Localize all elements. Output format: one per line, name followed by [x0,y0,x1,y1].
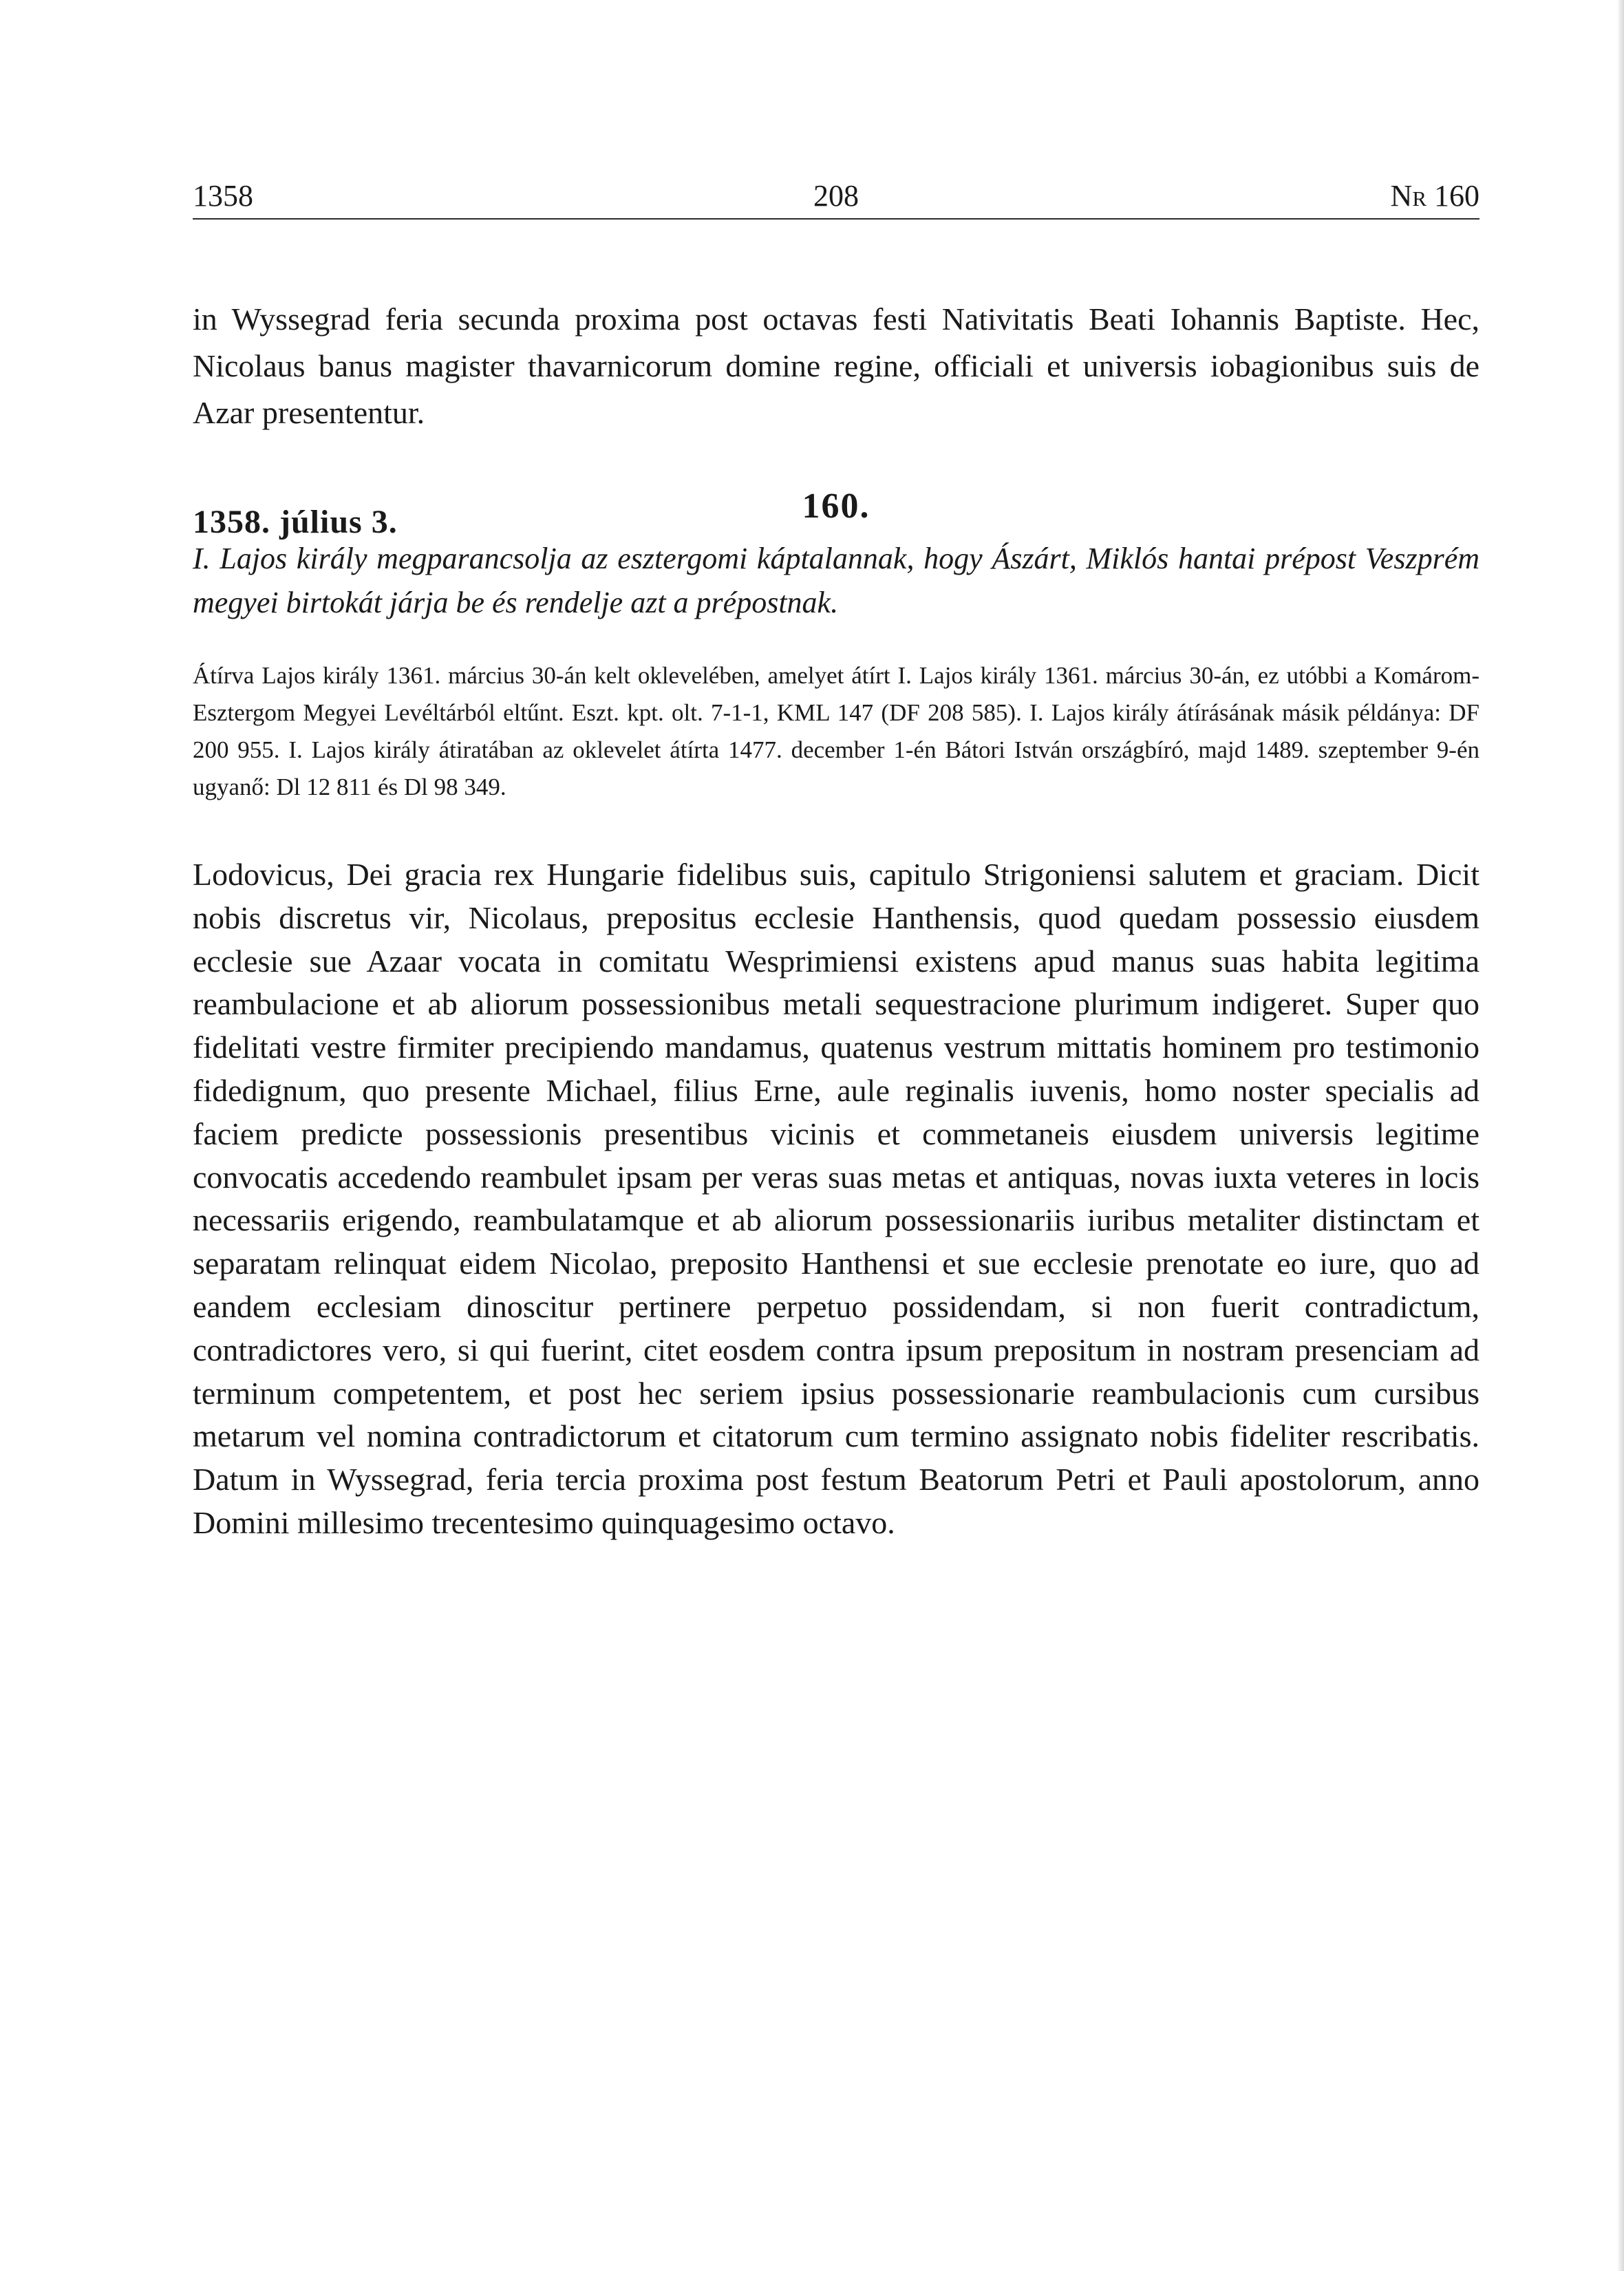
document-summary: I. Lajos király megparancsolja az esztergomi káptalannak, hogy Ászárt, Miklós hantai prépost Veszprém megyei birtokát járja be és rendelje azt a prépostnak. [193,542,1479,619]
document-date: 1358. július 3. [193,504,398,540]
carryover-paragraph: in Wyssegrad feria secunda proxima post octavas festi Nativitatis Beati Iohannis Baptiste. Hec, Nicolaus banus magister thavarnicorum domine regine, officiali et universis iobagionibus suis de Azar presententur. [193,301,1479,430]
running-header [193,162,1479,220]
header-record-number: Nr 160 [1390,179,1479,213]
header-page-number: 208 [813,179,859,213]
header-year: 1358 [193,179,253,213]
document-number: 160. [802,487,870,526]
scan-edge-shadow [1617,0,1624,2271]
source-note: Átírva Lajos király 1361. március 30-án kelt oklevelében, amelyet átírt I. Lajos király 1361. március 30-án, ez utóbbi a Komárom-Esztergom Megyei Levéltárból eltűnt. Eszt. kpt. olt. 7-1-1, KML 147 (DF 208 585). I. Lajos király átírásának másik példánya: DF 200 955. I. Lajos király átiratában az oklevelet átírta 1477. december 1-én Bátori István országbíró, majd 1489. szeptember 9-én ugyanő: Dl 12 811 és Dl 98 349. [193,662,1479,800]
document-text: Lodovicus, Dei gracia rex Hungarie fidelibus suis, capitulo Strigoniensi salutem et graciam. Dicit nobis discretus vir, Nicolaus, prepositus ecclesie Hanthensis, quod quedam possessio eiusdem ecclesie sue Azaar vocata in comitatu Wesprimiensi existens apud manus suas habita legitima reambulacione et ab aliorum possessionibus metali sequestracione plurimum indigeret. Super quo fidelitati vestre firmiter precipiendo mandamus, quatenus vestrum mittatis hominem pro testimonio fidedignum, quo presente Michael, filius Erne, aule reginalis iuvenis, homo noster specialis ad faciem predicte possessionis presentibus vicinis et commetaneis eiusdem universis legitime convocatis accedendo reambulet ipsam per veras suas metas et antiquas, novas iuxta veteres in locis necessariis erigendo, reambulatamque et ab aliorum possessionariis iuribus metaliter distinctam et separatam relinquat eidem Nicolao, preposito Hanthensi et sue ecclesie prenotate eo iure, quo ad eandem ecclesiam dinoscitur pertinere perpetuo possidendam, si non fuerit contradictum, contradictores vero, si qui fuerint, citet eosdem contra ipsum prepositum in nostram presenciam ad terminum competentem, et post hec seriem ipsius possessionarie reambulacionis cum cursibus metarum vel nomina contradictorum et citatorum cum termino assignato nobis fideliter rescribatis. Datum in Wyssegrad, feria tercia proxima post festum Beatorum Petri et Pauli apostolorum, anno Domini millesimo trecentesimo quinquagesimo octavo. [193,857,1479,1540]
